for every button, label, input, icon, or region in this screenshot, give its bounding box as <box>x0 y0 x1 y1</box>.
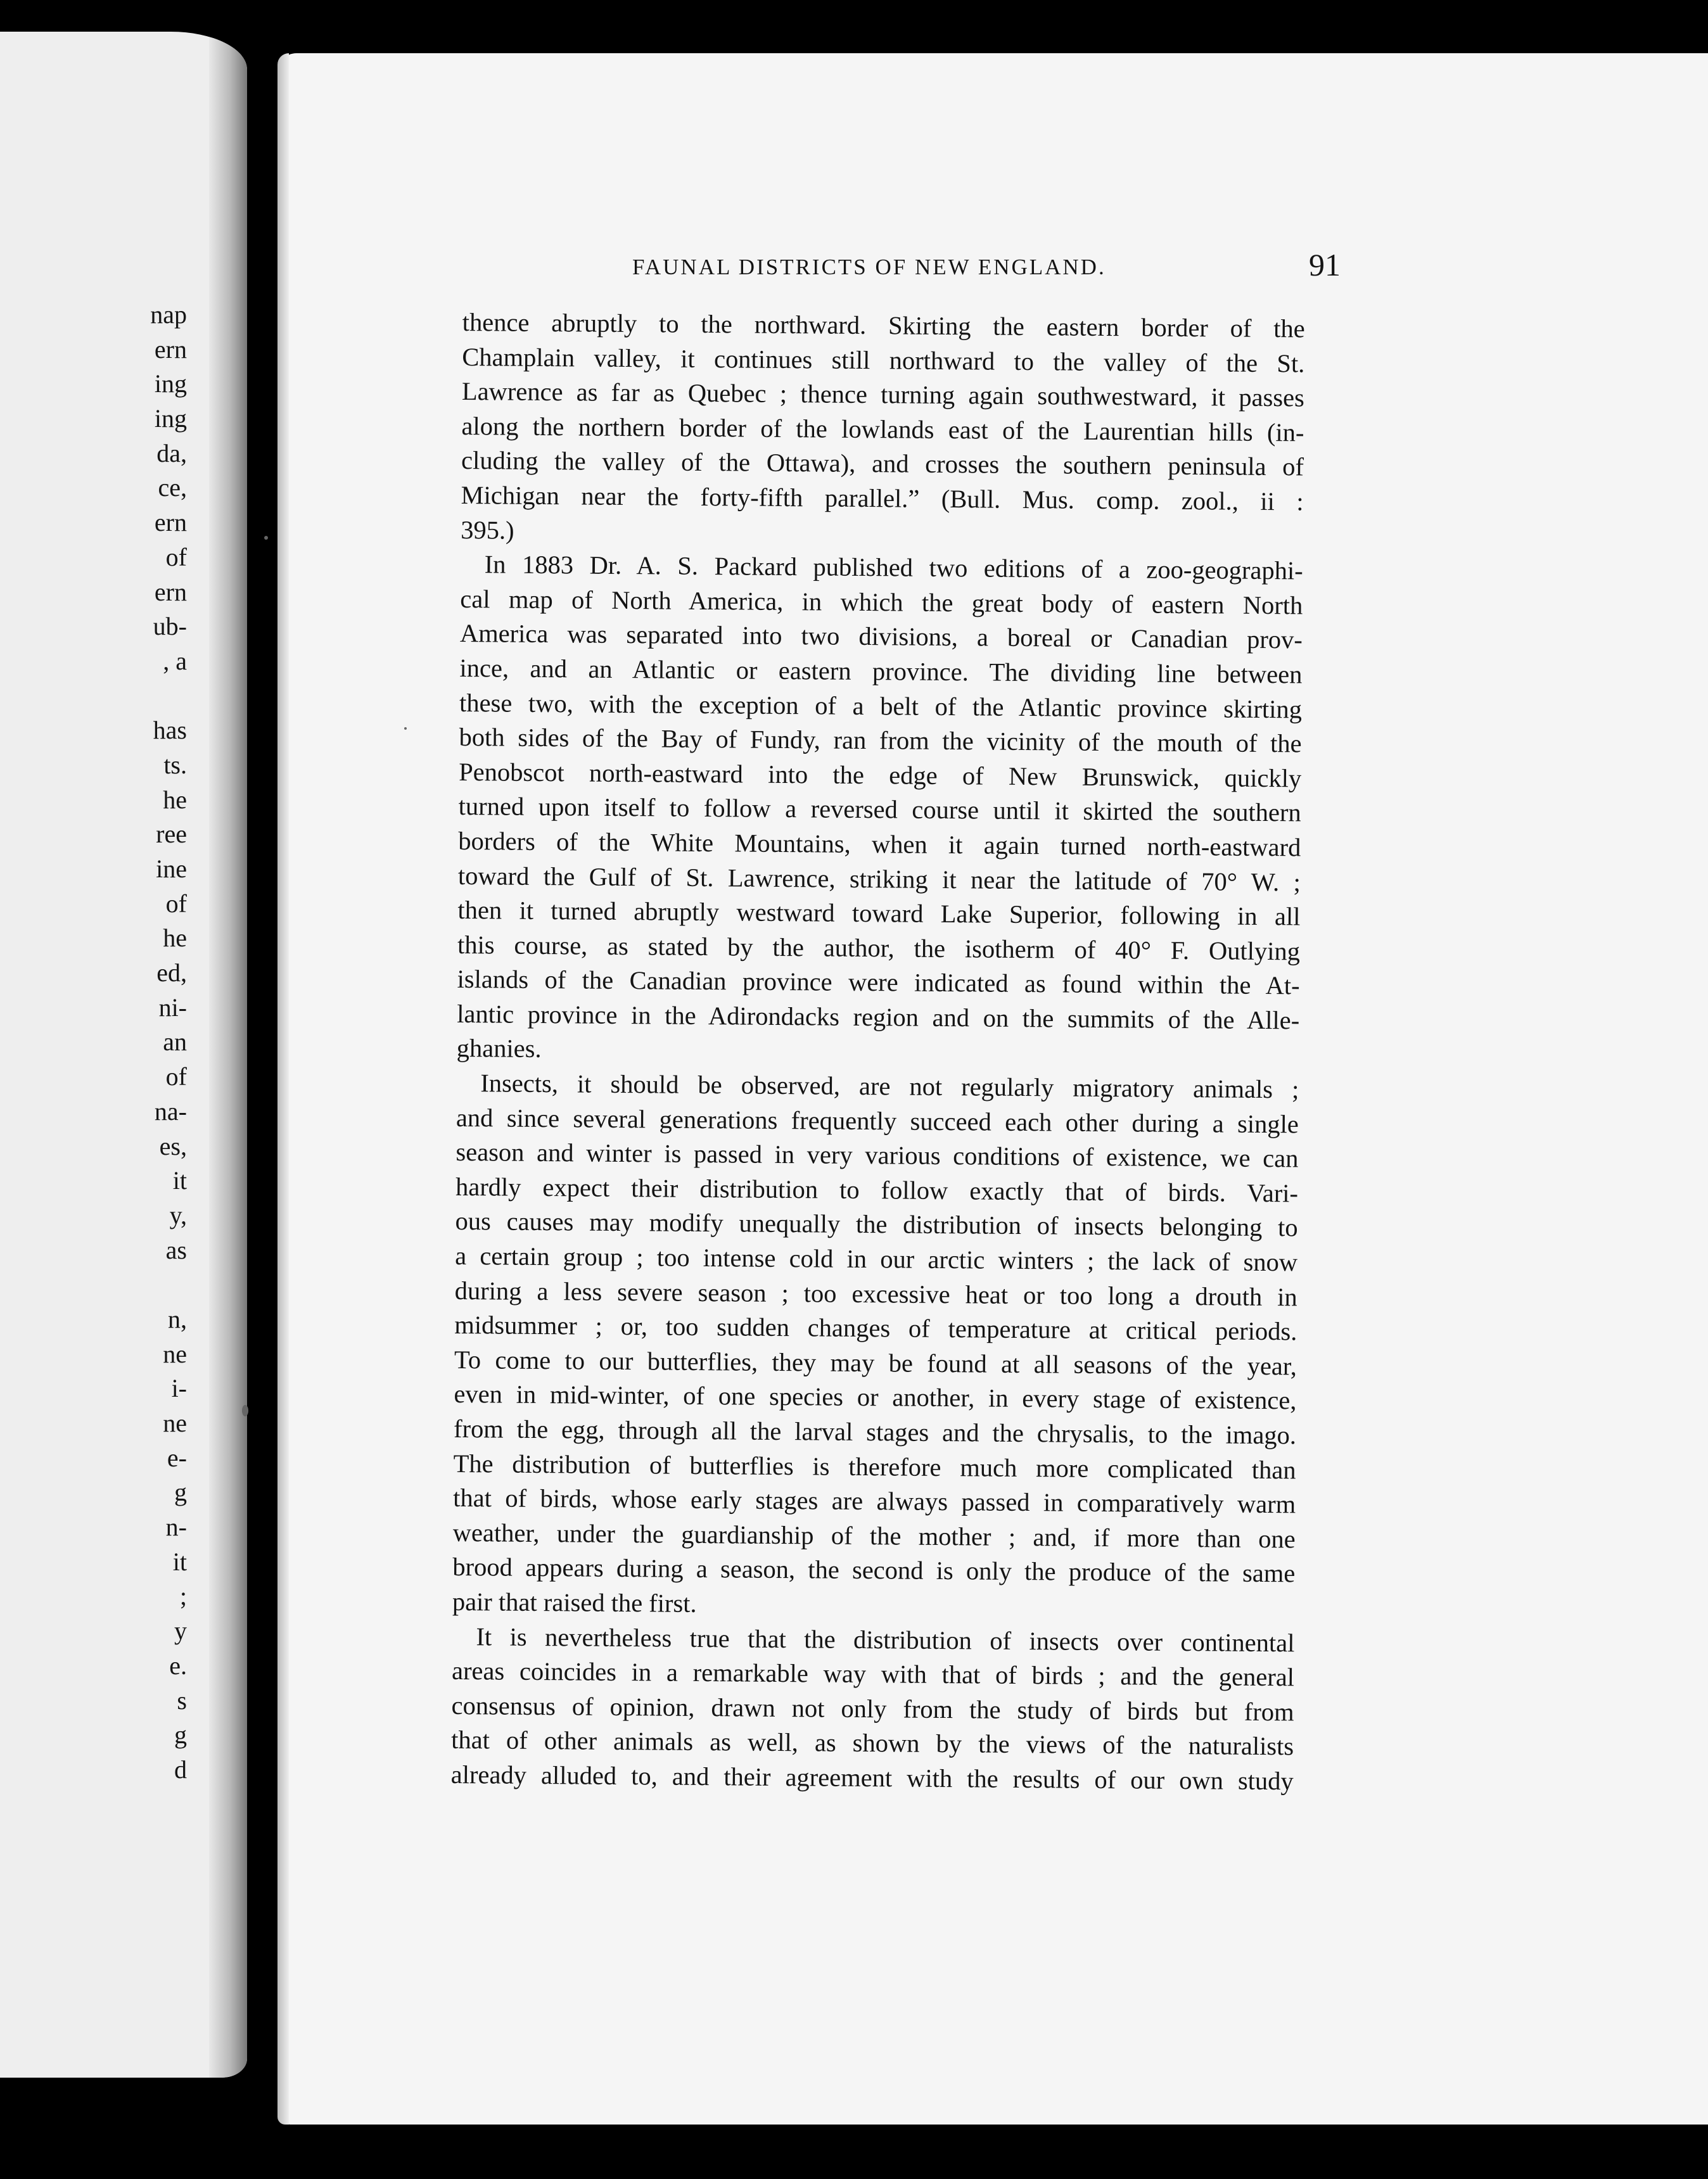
facing-page-fragment <box>86 1267 187 1302</box>
text-line: Champlain valley, it continues still northward to the valley of the St. <box>462 342 1305 378</box>
facing-page-fragment: it <box>172 1547 187 1576</box>
text-line: during a less severe season ; too excessive heat or too long a drouth in <box>454 1276 1297 1312</box>
facing-page-fragment: he <box>163 924 187 953</box>
facing-page-fragment: y <box>174 1617 187 1646</box>
facing-page-fragment: , a <box>163 646 187 675</box>
facing-page-fragment: g <box>174 1478 187 1507</box>
facing-page-left <box>0 32 247 2078</box>
text-line: already alluded to, and their agreement with the results of our own study <box>450 1760 1294 1796</box>
text-line: Lawrence as far as Quebec ; thence turning again southwestward, it passes <box>461 377 1305 412</box>
facing-page-fragment: n, <box>168 1304 187 1333</box>
text-line: borders of the White Mountains, when it again turned north-eastward <box>458 826 1301 862</box>
text-line: cluding the valley of the Ottawa), and crosses the southern peninsula of <box>461 446 1304 481</box>
text-line: The distribution of butterflies is therefore much more complicated than <box>453 1449 1296 1484</box>
margin-speck <box>404 727 407 730</box>
facing-page-fragment: an <box>163 1027 187 1057</box>
text-line: along the northern border of the lowlands east of the Laurentian hills (in- <box>461 411 1304 447</box>
text-line: cal map of North America, in which the great body of eastern North <box>460 584 1303 620</box>
text-line: America was separated into two divisions, a boreal or Canadian prov- <box>459 619 1303 654</box>
facing-page-fragment: it <box>172 1166 187 1195</box>
facing-page-fragment: ern <box>154 577 187 606</box>
text-line: hardly expect their distribution to follow exactly that of birds. Vari- <box>455 1172 1299 1208</box>
facing-page-fragment: ine <box>156 854 187 883</box>
facing-page-fragment: ree <box>156 820 187 849</box>
page-number: 91 <box>1309 247 1341 283</box>
text-line: islands of the Canadian province were indicated as found within the At- <box>457 965 1300 1000</box>
facing-page-fragment: ne <box>163 1339 187 1368</box>
text-line: that of birds, whose early stages are always passed in comparatively warm <box>453 1483 1296 1519</box>
facing-page-fragment: ; <box>179 1582 187 1611</box>
facing-page-fragment: y, <box>169 1200 187 1229</box>
text-line: consensus of opinion, drawn not only from the study of birds but from <box>451 1691 1294 1727</box>
facing-page-fragment: e- <box>167 1443 187 1472</box>
page-91 <box>277 53 1708 2125</box>
text-line: then it turned abruptly westward toward Lake Superior, following in all <box>457 896 1301 931</box>
facing-page-fragment: has <box>153 716 187 745</box>
facing-page-fragment: as <box>165 1235 187 1264</box>
facing-page-fragment <box>86 679 187 714</box>
text-line: from the egg, through all the larval stages and the chrysalis, to the imago. <box>453 1414 1297 1450</box>
text-line: weather, under the guardianship of the mother ; and, if more than one <box>452 1518 1296 1554</box>
text-line: a certain group ; too intense cold in our arctic winters ; the lack of snow <box>455 1241 1298 1277</box>
margin-speck <box>242 1405 248 1416</box>
text-line: It is nevertheless true that the distribution of insects over continental <box>476 1622 1295 1657</box>
text-line: thence abruptly to the northward. Skirting the eastern border of the <box>462 307 1305 343</box>
text-line: midsummer ; or, too sudden changes of temperature at critical periods. <box>454 1311 1297 1346</box>
facing-page-fragment: ne <box>163 1409 187 1437</box>
facing-page-fragment: ing <box>154 369 187 398</box>
text-line: Insects, it should be observed, are not regularly migratory animals ; <box>480 1069 1299 1104</box>
text-line: season and winter is passed in very various conditions of existence, we can <box>456 1138 1299 1173</box>
text-line: toward the Gulf of St. Lawrence, striking it near the latitude of 70° W. ; <box>457 861 1301 896</box>
facing-page-fragment: of <box>165 1062 187 1091</box>
facing-page-fragment: ern <box>154 334 187 364</box>
facing-page-fragment: n- <box>165 1513 187 1542</box>
running-head: FAUNAL DISTRICTS OF NEW ENGLAND. <box>632 255 1106 279</box>
facing-page-fragment: of <box>165 542 187 571</box>
facing-page-fragment: ce, <box>158 473 187 502</box>
gutter-shadow <box>209 32 247 2078</box>
facing-page-fragment: ed, <box>156 958 187 988</box>
text-line: Michigan near the forty-fifth parallel.” (Bull. Mus. comp. zool., ii : <box>461 480 1304 516</box>
facing-page-fragment: e. <box>169 1651 187 1680</box>
text-line: To come to our butterflies, they may be found at all seasons of the year, <box>454 1345 1297 1381</box>
facing-page-fragment: g <box>174 1720 187 1750</box>
facing-page-fragment: d <box>174 1755 187 1784</box>
text-line: both sides of the Bay of Fundy, ran from the vicinity of the mouth of the <box>459 723 1302 758</box>
text-line: In 1883 Dr. A. S. Packard published two editions of a zoo-geographi- <box>484 550 1303 585</box>
facing-page-fragment: na- <box>154 1096 187 1126</box>
facing-page-fragment: ni- <box>158 993 187 1022</box>
body-text <box>451 305 1305 1799</box>
facing-page-fragment: s <box>177 1686 187 1715</box>
facing-page-fragment: ing <box>154 404 187 433</box>
facing-page-text-fragments <box>86 298 187 1788</box>
text-line: ghanies. <box>456 1034 542 1064</box>
facing-page-fragment: of <box>165 889 187 918</box>
facing-page-fragment: ts. <box>163 750 187 779</box>
facing-page-fragment: i- <box>171 1374 187 1403</box>
text-line: even in mid-winter, of one species or another, in every stage of existence, <box>454 1380 1297 1415</box>
text-line: lantic province in the Adirondacks region and on the summits of the Alle- <box>457 999 1300 1035</box>
facing-page-fragment: nap <box>150 300 187 329</box>
text-line: ince, and an Atlantic or eastern province. The dividing line between <box>459 653 1303 689</box>
facing-page-fragment: da, <box>156 438 187 467</box>
facing-page-fragment: he <box>163 785 187 814</box>
text-line: pair that raised the first. <box>452 1587 697 1618</box>
page-edge <box>277 53 289 2125</box>
facing-page-fragment: ern <box>154 508 187 537</box>
text-line: brood appears during a season, the second is only the produce of the same <box>452 1553 1296 1588</box>
text-line: 395.) <box>461 515 514 545</box>
margin-speck <box>264 536 268 540</box>
text-line: and since several generations frequently succeed each other during a single <box>456 1103 1299 1139</box>
text-line: these two, with the exception of a belt of the Atlantic province skirting <box>459 688 1303 723</box>
text-line: ous causes may modify unequally the distribution of insects belonging to <box>455 1207 1298 1242</box>
text-line: this course, as stated by the author, the isotherm of 40° F. Outlying <box>457 930 1301 966</box>
text-line: that of other animals as well, as shown by the views of the naturalists <box>451 1725 1294 1761</box>
facing-page-fragment: es, <box>159 1131 187 1160</box>
text-line: turned upon itself to follow a reversed course until it skirted the southern <box>458 792 1301 827</box>
text-line: Penobscot north-eastward into the edge of New Brunswick, quickly <box>459 757 1302 793</box>
text-line: areas coincides in a remarkable way with that of birds ; and the general <box>451 1656 1295 1692</box>
facing-page-fragment: ub- <box>153 612 187 641</box>
